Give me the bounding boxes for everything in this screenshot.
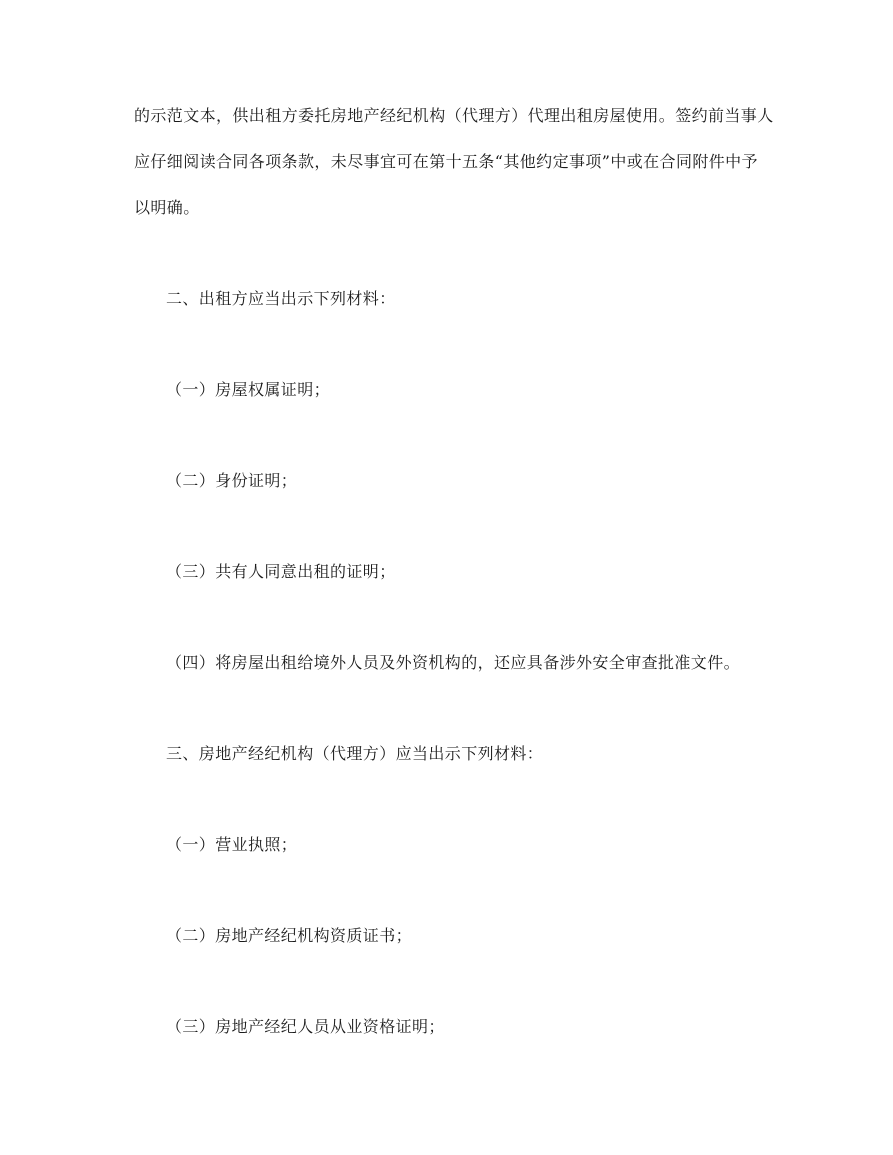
section-2-item-2: （二）身份证明；: [166, 471, 298, 490]
section-2-heading: 二、出租方应当出示下列材料：: [166, 289, 396, 308]
section-2-item-1: （一）房屋权属证明；: [166, 380, 331, 399]
section-3-heading: 三、房地产经纪机构（代理方）应当出示下列材料：: [166, 744, 544, 763]
section-3-item-3: （三）房地产经纪人员从业资格证明；: [166, 1017, 445, 1036]
section-2-item-3: （三）共有人同意出租的证明；: [166, 562, 396, 581]
section-2-item-4: （四）将房屋出租给境外人员及外资机构的，还应具备涉外安全审查批准文件。: [166, 653, 741, 672]
section-3-item-2: （二）房地产经纪机构资质证书；: [166, 926, 413, 945]
intro-paragraph: 的示范文本，供出租方委托房地产经纪机构（代理方）代理出租房屋使用。签约前当事人应仔细阅读合同各项条款，未尽事宜可在第十五条“其他约定事项”中或在合同附件中予以明确。: [134, 106, 774, 217]
section-3-item-1: （一）营业执照；: [166, 835, 298, 854]
